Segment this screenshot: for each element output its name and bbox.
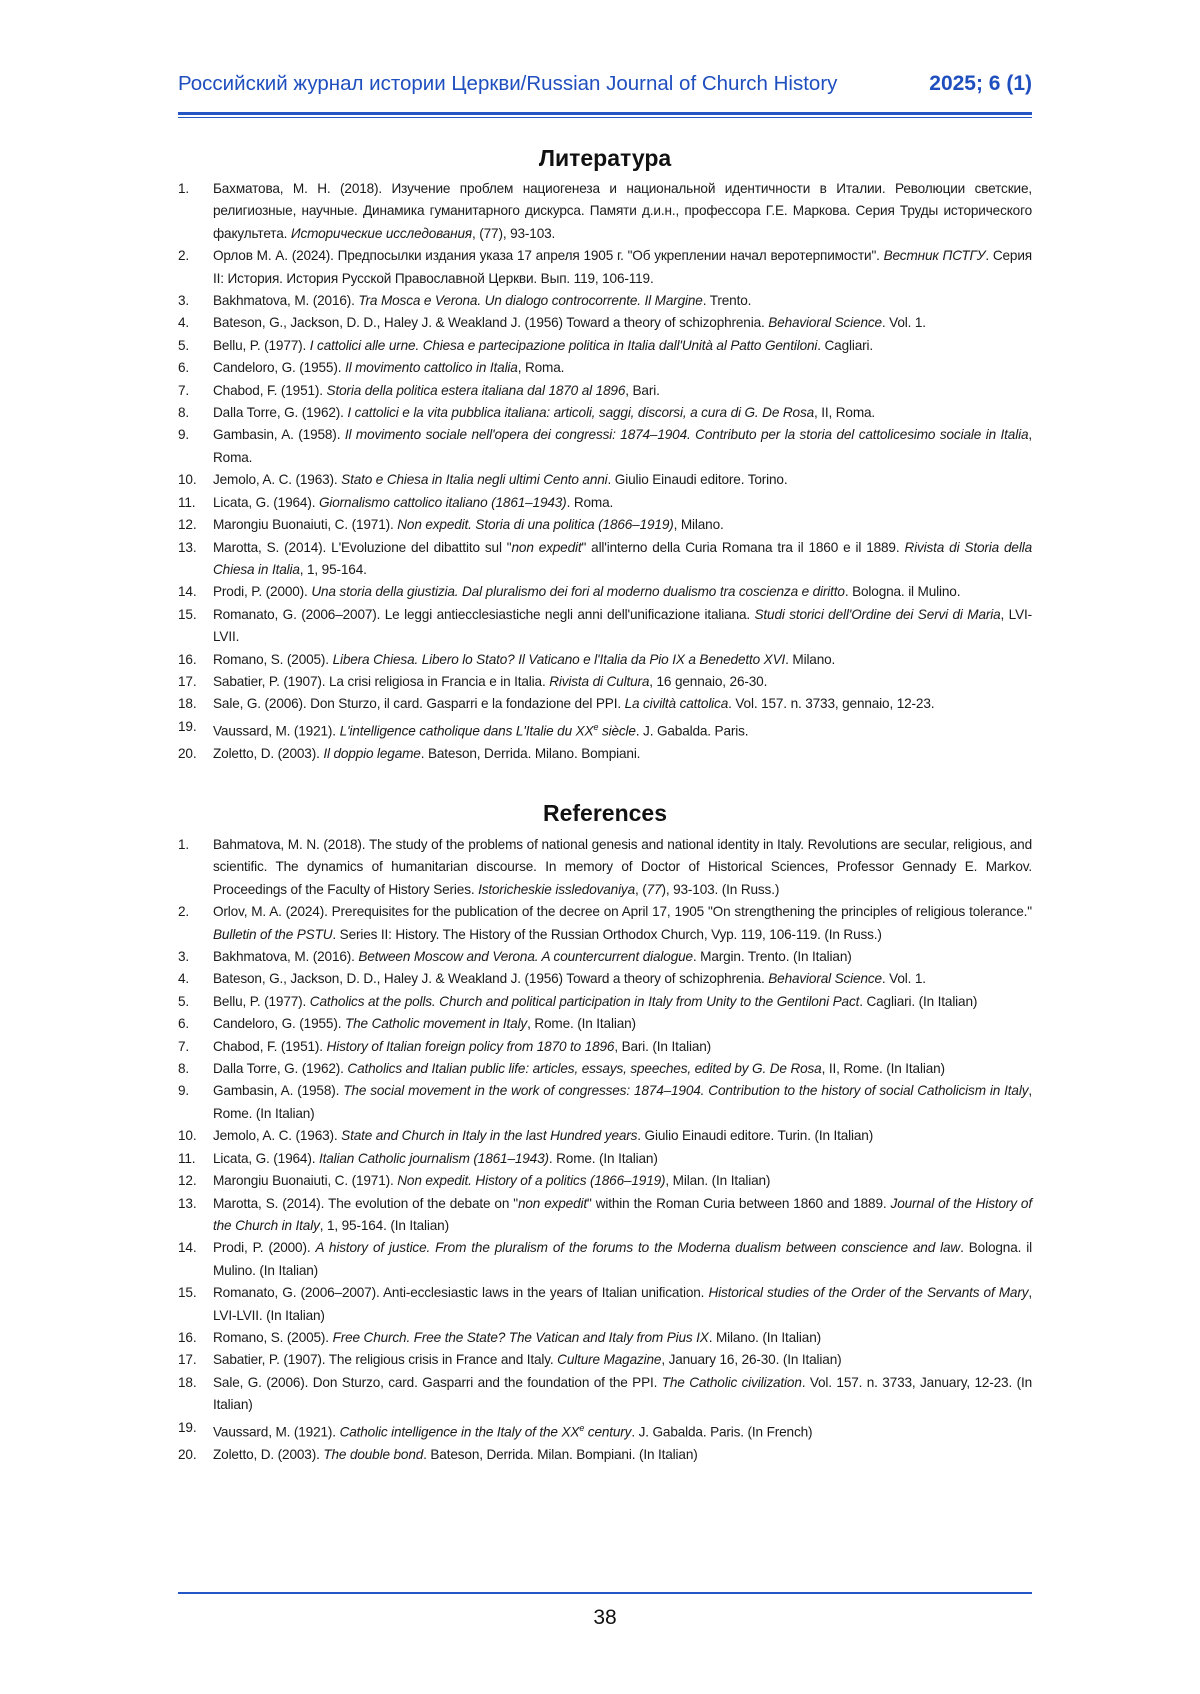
reference-text: Marongiu Buonaiuti, C. (1971).	[213, 1173, 397, 1188]
literatura-list	[178, 178, 1032, 765]
reference-text: , LVI-LVII. (In Italian)	[213, 1285, 1032, 1322]
reference-text: Licata, G. (1964).	[213, 495, 319, 510]
reference-item	[178, 1349, 1032, 1371]
reference-text: Бахматова, М. Н. (2018). Изучение проблем нациогенеза и национальной идентичности в Италии. Революции светские, религиозные, научные. Динамика гуманитарного дискурса. Памяти д.и.н., профессора Г.Е. Маркова. Серия Труды исторического факультета.	[213, 181, 1032, 241]
reference-number: 14.	[178, 581, 196, 603]
reference-number: 5.	[178, 335, 189, 357]
reference-text: History of Italian foreign policy from 1870 to 1896	[327, 1039, 615, 1054]
reference-text: . Серия II: История. История Русской Православной Церкви. Вып. 119, 106-119.	[213, 248, 1032, 285]
reference-text: ), 93-103. (In Russ.)	[661, 882, 779, 897]
reference-number: 8.	[178, 402, 189, 424]
reference-number: 7.	[178, 1036, 189, 1058]
reference-text: , Rome. (In Italian)	[527, 1016, 636, 1031]
reference-text: , January 16, 26-30. (In Italian)	[661, 1352, 841, 1367]
reference-text: Culture Magazine	[557, 1352, 661, 1367]
reference-number: 3.	[178, 290, 189, 312]
reference-text: Исторические исследования	[291, 226, 472, 241]
reference-number: 13.	[178, 1193, 196, 1215]
reference-text: A history of justice. From the pluralism of the forums to the Moderna dualism between conscience and law	[316, 1240, 961, 1255]
reference-text: Chabod, F. (1951).	[213, 1039, 327, 1054]
reference-number: 12.	[178, 1170, 196, 1192]
reference-text: e	[593, 722, 598, 732]
reference-text: e	[579, 1423, 584, 1433]
reference-item	[178, 1282, 1032, 1327]
reference-number: 6.	[178, 357, 189, 379]
references-heading: References	[178, 800, 1032, 827]
reference-text: Behavioral Science	[768, 315, 882, 330]
reference-text: Catholics and Italian public life: articles, essays, speeches, edited by G. De Rosa	[347, 1061, 821, 1076]
reference-item	[178, 901, 1032, 946]
reference-text: Tra Mosca e Verona. Un dialogo controcorrente. Il Margine	[358, 293, 702, 308]
reference-text: , 1, 95-164. (In Italian)	[320, 1218, 449, 1233]
reference-text: La civiltà cattolica	[625, 696, 729, 711]
reference-text: Jemolo, A. C. (1963).	[213, 472, 341, 487]
reference-text: Non expedit. Storia di una politica (1866–1919)	[397, 517, 673, 532]
reference-text: . Cagliari.	[817, 338, 873, 353]
reference-number: 12.	[178, 514, 196, 536]
reference-text: . Giulio Einaudi editore. Turin. (In Italian)	[637, 1128, 873, 1143]
reference-number: 20.	[178, 1444, 196, 1466]
reference-number: 4.	[178, 312, 189, 334]
reference-text: 77	[647, 882, 662, 897]
reference-number: 5.	[178, 991, 189, 1013]
reference-number: 16.	[178, 1327, 196, 1349]
reference-text: Vaussard, M. (1921).	[213, 723, 340, 738]
reference-text: Between Moscow and Verona. A countercurrent dialogue	[358, 949, 693, 964]
reference-item	[178, 968, 1032, 990]
reference-item	[178, 946, 1032, 968]
literatura-heading: Литература	[178, 145, 1032, 172]
reference-text: Studi storici dell'Ordine dei Servi di Maria	[755, 607, 1001, 622]
reference-text: Italian Catholic journalism (1861–1943)	[319, 1151, 549, 1166]
reference-item	[178, 1193, 1032, 1238]
reference-item	[178, 581, 1032, 603]
reference-text: , Roma.	[518, 360, 565, 375]
reference-number: 6.	[178, 1013, 189, 1035]
reference-text: Marotta, S. (2014). L'Evoluzione del dibattito sul "	[213, 540, 512, 555]
reference-text: . Vol. 1.	[882, 971, 926, 986]
reference-text: , Milan. (In Italian)	[665, 1173, 770, 1188]
reference-text: non expedit	[518, 1196, 587, 1211]
reference-text: century	[584, 1424, 631, 1439]
reference-text: , II, Roma.	[814, 405, 875, 420]
reference-item	[178, 1327, 1032, 1349]
reference-item	[178, 1148, 1032, 1170]
reference-text: Chabod, F. (1951).	[213, 383, 327, 398]
reference-text: , Bari. (In Italian)	[614, 1039, 711, 1054]
reference-text: . Bologna. il Mulino. (In Italian)	[213, 1240, 1032, 1277]
reference-item	[178, 492, 1032, 514]
reference-number: 15.	[178, 604, 196, 626]
reference-text: , 1, 95-164.	[300, 562, 367, 577]
reference-text: Stato e Chiesa in Italia negli ultimi Cento anni	[341, 472, 607, 487]
reference-text: . Bateson, Derrida. Milan. Bompiani. (In Italian)	[423, 1447, 697, 1462]
reference-text: Romanato, G. (2006–2007). Anti-ecclesiastic laws in the years of Italian unification.	[213, 1285, 708, 1300]
reference-text: Behavioral Science	[768, 971, 882, 986]
reference-text: Dalla Torre, G. (1962).	[213, 405, 347, 420]
reference-number: 18.	[178, 1372, 196, 1394]
reference-item	[178, 402, 1032, 424]
reference-text: Il movimento sociale nell'opera dei congressi: 1874–1904. Contributo per la storia del cattolicesimo sociale in Italia	[345, 427, 1028, 442]
reference-text: The Catholic movement in Italy	[345, 1016, 527, 1031]
reference-text: , (	[635, 882, 647, 897]
reference-text: Journal of the History of the Church in Italy	[213, 1196, 1032, 1233]
reference-text: . Margin. Trento. (In Italian)	[693, 949, 852, 964]
reference-text: . Series II: History. The History of the Russian Orthodox Church, Vyp. 119, 106-119. (In Russ.)	[332, 927, 881, 942]
reference-item	[178, 1237, 1032, 1282]
reference-text: Candeloro, G. (1955).	[213, 1016, 345, 1031]
reference-text: . Giulio Einaudi editore. Torino.	[608, 472, 788, 487]
references-list	[178, 834, 1032, 1466]
reference-text: . Vol. 157. n. 3733, gennaio, 12-23.	[728, 696, 934, 711]
reference-text: Il doppio legame	[323, 746, 420, 761]
reference-item	[178, 671, 1032, 693]
reference-item	[178, 604, 1032, 649]
reference-item	[178, 335, 1032, 357]
reference-text: Орлов М. А. (2024). Предпосылки издания указа 17 апреля 1905 г. "Об укреплении начал веротерпимости".	[213, 248, 884, 263]
reference-text: Il movimento cattolico in Italia	[345, 360, 518, 375]
reference-text: . Trento.	[703, 293, 752, 308]
reference-text: Gambasin, A. (1958).	[213, 427, 345, 442]
reference-item	[178, 716, 1032, 743]
reference-text: Romanato, G. (2006–2007). Le leggi antiecclesiastiche negli anni dell'unificazione italiana.	[213, 607, 755, 622]
reference-item	[178, 178, 1032, 245]
reference-item	[178, 1444, 1032, 1466]
header-rule	[178, 112, 1032, 118]
reference-text: . Rome. (In Italian)	[549, 1151, 658, 1166]
reference-text: , (77), 93-103.	[472, 226, 555, 241]
reference-item	[178, 290, 1032, 312]
reference-text: , Bari.	[625, 383, 659, 398]
reference-text: Candeloro, G. (1955).	[213, 360, 345, 375]
reference-item	[178, 514, 1032, 536]
reference-text: Bulletin of the PSTU	[213, 927, 332, 942]
reference-text: , II, Rome. (In Italian)	[822, 1061, 945, 1076]
reference-item	[178, 649, 1032, 671]
reference-item	[178, 1036, 1032, 1058]
reference-text: Jemolo, A. C. (1963).	[213, 1128, 341, 1143]
reference-text: The social movement in the work of congresses: 1874–1904. Contribution to the history of social Catholicism in Italy	[343, 1083, 1028, 1098]
reference-text: , 16 gennaio, 26-30.	[649, 674, 767, 689]
reference-item	[178, 1170, 1032, 1192]
reference-text: Bellu, P. (1977).	[213, 994, 310, 1009]
reference-text: . Bateson, Derrida. Milano. Bompiani.	[421, 746, 641, 761]
reference-number: 19.	[178, 716, 196, 738]
reference-text: , LVI-LVII.	[213, 607, 1032, 644]
reference-item	[178, 1125, 1032, 1147]
reference-text: . J. Gabalda. Paris.	[636, 723, 749, 738]
reference-number: 9.	[178, 1080, 189, 1102]
reference-text: Historical studies of the Order of the Servants of Mary	[708, 1285, 1028, 1300]
reference-text: Istoricheskie issledovaniya	[478, 882, 635, 897]
reference-item	[178, 991, 1032, 1013]
reference-text: Bellu, P. (1977).	[213, 338, 310, 353]
reference-text: , Rome. (In Italian)	[213, 1083, 1032, 1120]
reference-text: . Vol. 1.	[882, 315, 926, 330]
reference-number: 13.	[178, 537, 196, 559]
reference-text: Storia della politica estera italiana dal 1870 al 1896	[327, 383, 626, 398]
reference-number: 20.	[178, 743, 196, 765]
reference-text: . Roma.	[567, 495, 614, 510]
reference-item	[178, 1372, 1032, 1417]
reference-text: Orlov, M. A. (2024). Prerequisites for the publication of the decree on April 17, 1905 "On strengthening the principles of religious tolerance."	[213, 904, 1032, 919]
reference-text: Bakhmatova, M. (2016).	[213, 949, 358, 964]
reference-number: 17.	[178, 1349, 196, 1371]
reference-item	[178, 245, 1032, 290]
reference-item	[178, 537, 1032, 582]
reference-text: Marotta, S. (2014). The evolution of the debate on "	[213, 1196, 518, 1211]
reference-number: 2.	[178, 245, 189, 267]
reference-item	[178, 1417, 1032, 1444]
reference-text: Una storia della giustizia. Dal pluralismo dei fori al moderno dualismo tra coscienza e diritto	[311, 584, 845, 599]
reference-text: Вестник ПСТГУ	[884, 248, 986, 263]
reference-item	[178, 424, 1032, 469]
reference-text: Catholics at the polls. Church and political participation in Italy from Unity to the Gentiloni Pact	[310, 994, 859, 1009]
reference-text: , Milano.	[674, 517, 724, 532]
reference-number: 14.	[178, 1237, 196, 1259]
reference-text: Catholic intelligence in the Italy of the XX	[340, 1424, 580, 1439]
reference-text: . Vol. 157. n. 3733, January, 12-23. (In Italian)	[213, 1375, 1032, 1412]
reference-text: L'intelligence catholique dans L'Italie du XX	[340, 723, 594, 738]
reference-item	[178, 312, 1032, 334]
page-number: 38	[178, 1606, 1032, 1630]
reference-number: 4.	[178, 968, 189, 990]
reference-number: 9.	[178, 424, 189, 446]
reference-number: 11.	[178, 492, 195, 514]
reference-number: 1.	[178, 834, 189, 856]
reference-text: Zoletto, D. (2003).	[213, 1447, 323, 1462]
journal-title: Российский журнал истории Церкви/Russian Journal of Church History	[178, 72, 837, 96]
reference-text: Bateson, G., Jackson, D. D., Haley J. & Weakland J. (1956) Toward a theory of schizophrenia.	[213, 315, 768, 330]
reference-number: 11.	[178, 1148, 195, 1170]
reference-text: " within the Roman Curia between 1860 and 1889.	[587, 1196, 891, 1211]
reference-text: Sale, G. (2006). Don Sturzo, il card. Gasparri e la fondazione del PPI.	[213, 696, 625, 711]
reference-number: 19.	[178, 1417, 196, 1439]
reference-number: 7.	[178, 380, 189, 402]
reference-text: Bahmatova, M. N. (2018). The study of the problems of national genesis and national identity in Italy. Revolutions are secular, religious, and scientific. The dynamics of humanitarian discourse. In memory of Doctor of Historical Sciences, Professor Gennady E. Markov. Proceedings of the Faculty of History Series.	[213, 837, 1032, 897]
reference-text: Non expedit. History of a politics (1866–1919)	[397, 1173, 665, 1188]
reference-item	[178, 1013, 1032, 1035]
reference-text: Prodi, P. (2000).	[213, 584, 311, 599]
reference-item	[178, 743, 1032, 765]
reference-text: Giornalismo cattolico italiano (1861–1943)	[319, 495, 567, 510]
reference-item	[178, 693, 1032, 715]
reference-item	[178, 834, 1032, 901]
reference-number: 1.	[178, 178, 189, 200]
reference-text: Sale, G. (2006). Don Sturzo, card. Gasparri and the foundation of the PPI.	[213, 1375, 662, 1390]
reference-text: The double bond	[323, 1447, 423, 1462]
reference-item	[178, 357, 1032, 379]
reference-number: 10.	[178, 1125, 196, 1147]
reference-number: 15.	[178, 1282, 196, 1304]
reference-number: 10.	[178, 469, 196, 491]
reference-text: Vaussard, M. (1921).	[213, 1424, 340, 1439]
reference-text: . Milano.	[785, 652, 835, 667]
reference-item	[178, 469, 1032, 491]
reference-text: Licata, G. (1964).	[213, 1151, 319, 1166]
reference-item	[178, 1080, 1032, 1125]
footer-rule	[178, 1592, 1032, 1594]
reference-text: Sabatier, P. (1907). The religious crisis in France and Italy.	[213, 1352, 557, 1367]
reference-text: " all'interno della Curia Romana tra il 1860 e il 1889.	[582, 540, 905, 555]
reference-text: , Roma.	[213, 427, 1032, 464]
reference-number: 8.	[178, 1058, 189, 1080]
reference-text: Bakhmatova, M. (2016).	[213, 293, 358, 308]
reference-item	[178, 380, 1032, 402]
reference-text: Romano, S. (2005).	[213, 652, 333, 667]
reference-text: I cattolici e la vita pubblica italiana: articoli, saggi, discorsi, a cura di G. De Rosa	[347, 405, 814, 420]
reference-number: 17.	[178, 671, 196, 693]
reference-text: Bateson, G., Jackson, D. D., Haley J. & Weakland J. (1956) Toward a theory of schizophrenia.	[213, 971, 768, 986]
reference-text: Sabatier, P. (1907). La crisi religiosa in Francia e in Italia.	[213, 674, 549, 689]
reference-text: Marongiu Buonaiuti, C. (1971).	[213, 517, 397, 532]
reference-number: 18.	[178, 693, 196, 715]
reference-text: . Milano. (In Italian)	[709, 1330, 821, 1345]
issue-number: 2025; 6 (1)	[929, 72, 1032, 96]
reference-text: siècle	[598, 723, 635, 738]
reference-number: 3.	[178, 946, 189, 968]
reference-text: . Bologna. il Mulino.	[845, 584, 960, 599]
reference-text: I cattolici alle urne. Chiesa e partecipazione politica in Italia dall'Unità al Patto Gentiloni	[310, 338, 817, 353]
reference-text: Libera Chiesa. Libero lo Stato? Il Vaticano e l'Italia da Pio IX a Benedetto XVI	[333, 652, 786, 667]
reference-text: Romano, S. (2005).	[213, 1330, 333, 1345]
reference-text: Dalla Torre, G. (1962).	[213, 1061, 347, 1076]
reference-text: non expedit	[512, 540, 582, 555]
reference-text: . Cagliari. (In Italian)	[859, 994, 977, 1009]
reference-text: . J. Gabalda. Paris. (In French)	[631, 1424, 812, 1439]
reference-text: Gambasin, A. (1958).	[213, 1083, 343, 1098]
reference-text: State and Church in Italy in the last Hundred years	[341, 1128, 637, 1143]
reference-text: Prodi, P. (2000).	[213, 1240, 316, 1255]
reference-number: 2.	[178, 901, 189, 923]
reference-text: Free Church. Free the State? The Vatican and Italy from Pius IX	[333, 1330, 709, 1345]
reference-text: Zoletto, D. (2003).	[213, 746, 323, 761]
reference-text: The Catholic civilization	[662, 1375, 802, 1390]
reference-item	[178, 1058, 1032, 1080]
reference-number: 16.	[178, 649, 196, 671]
running-header	[178, 72, 1032, 102]
reference-text: Rivista di Cultura	[549, 674, 649, 689]
reference-text: Rivista di Storia della Chiesa in Italia	[213, 540, 1032, 577]
